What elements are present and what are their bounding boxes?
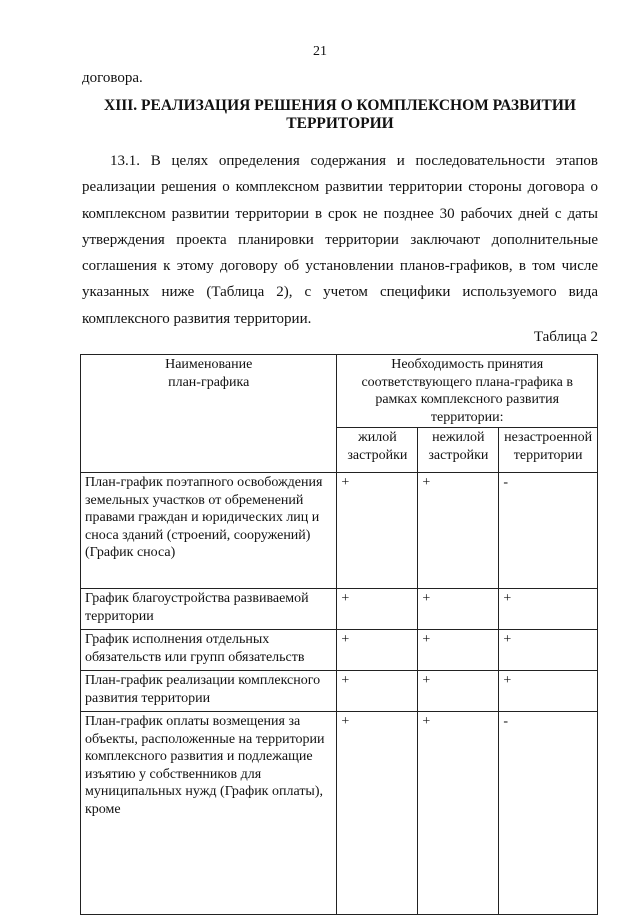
undeveloped-cell: + xyxy=(499,589,598,630)
plans-table xyxy=(80,354,598,915)
paragraph-line: указанных ниже (Таблица 2), с учетом специфики используемого вида xyxy=(82,284,598,301)
nonresidential-cell: + xyxy=(418,473,499,589)
table-row xyxy=(81,671,598,712)
plan-name-cell: График благоустройства развиваемой территории xyxy=(81,589,337,630)
paragraph-line: соглашения к этому договору об установлении планов-графиков, в том числе xyxy=(82,258,598,275)
plan-name-cell: График исполнения отдельных обязательств или групп обязательств xyxy=(81,630,337,671)
paragraph-line: комплексного развития территории. xyxy=(82,310,312,327)
section-heading xyxy=(82,97,598,133)
undeveloped-cell: + xyxy=(499,671,598,712)
header-plan-name-line-2: план-графика xyxy=(168,374,250,390)
paragraph-13-1 xyxy=(82,148,598,332)
header-plan-name-line-1: Наименование xyxy=(165,357,253,372)
undeveloped-cell: + xyxy=(499,630,598,671)
paragraph-line: реализации решения о комплексном развитии территории стороны договора о xyxy=(82,179,598,196)
header-residential: жилой застройки xyxy=(337,428,418,473)
residential-cell: + xyxy=(337,630,418,671)
table-row xyxy=(81,712,598,915)
residential-cell: + xyxy=(337,589,418,630)
section-heading-line-1: XIII. РЕАЛИЗАЦИЯ РЕШЕНИЯ О КОМПЛЕКСНОМ РАЗВИТИИ xyxy=(104,97,576,114)
header-plan-name xyxy=(81,355,337,473)
residential-cell: + xyxy=(337,671,418,712)
paragraph-line: комплексном развитии территории в срок не позднее 30 рабочих дней с даты xyxy=(82,205,598,222)
nonresidential-cell: + xyxy=(418,630,499,671)
table-label: Таблица 2 xyxy=(533,329,598,345)
nonresidential-cell: + xyxy=(418,712,499,915)
paragraph-line: 13.1. В целях определения содержания и последовательности этапов xyxy=(110,153,598,169)
residential-cell: + xyxy=(337,473,418,589)
header-undeveloped: незастроенной территории xyxy=(499,428,598,473)
table-row xyxy=(81,473,598,589)
paragraph-line: утверждения проекта планировки территории заключают дополнительные xyxy=(82,231,598,248)
undeveloped-cell: - xyxy=(499,473,598,589)
continuation-text: договора. xyxy=(82,70,143,86)
residential-cell: + xyxy=(337,712,418,915)
page-number: 21 xyxy=(313,44,327,59)
nonresidential-cell: + xyxy=(418,589,499,630)
header-nonresidential: нежилой застройки xyxy=(418,428,499,473)
table-row xyxy=(81,589,598,630)
undeveloped-cell: - xyxy=(499,712,598,915)
table-header-row xyxy=(81,355,598,428)
plan-name-cell: План-график оплаты возмещения за объекты, расположенные на территории комплексного развития и подлежащие изъятию у собственников для муниципальных нужд (График оплаты), кроме xyxy=(81,712,337,915)
section-heading-line-2: ТЕРРИТОРИИ xyxy=(286,115,394,132)
plan-name-cell: План-график поэтапного освобождения земельных участков от обременений правами граждан и юридических лиц и сноса зданий (строений, сооружений) (График сноса) xyxy=(81,473,337,589)
nonresidential-cell: + xyxy=(418,671,499,712)
header-necessity: Необходимость принятия соответствующего плана-графика в рамках комплексного развития территории: xyxy=(337,355,598,428)
plan-name-cell: План-график реализации комплексного развития территории xyxy=(81,671,337,712)
table-row xyxy=(81,630,598,671)
